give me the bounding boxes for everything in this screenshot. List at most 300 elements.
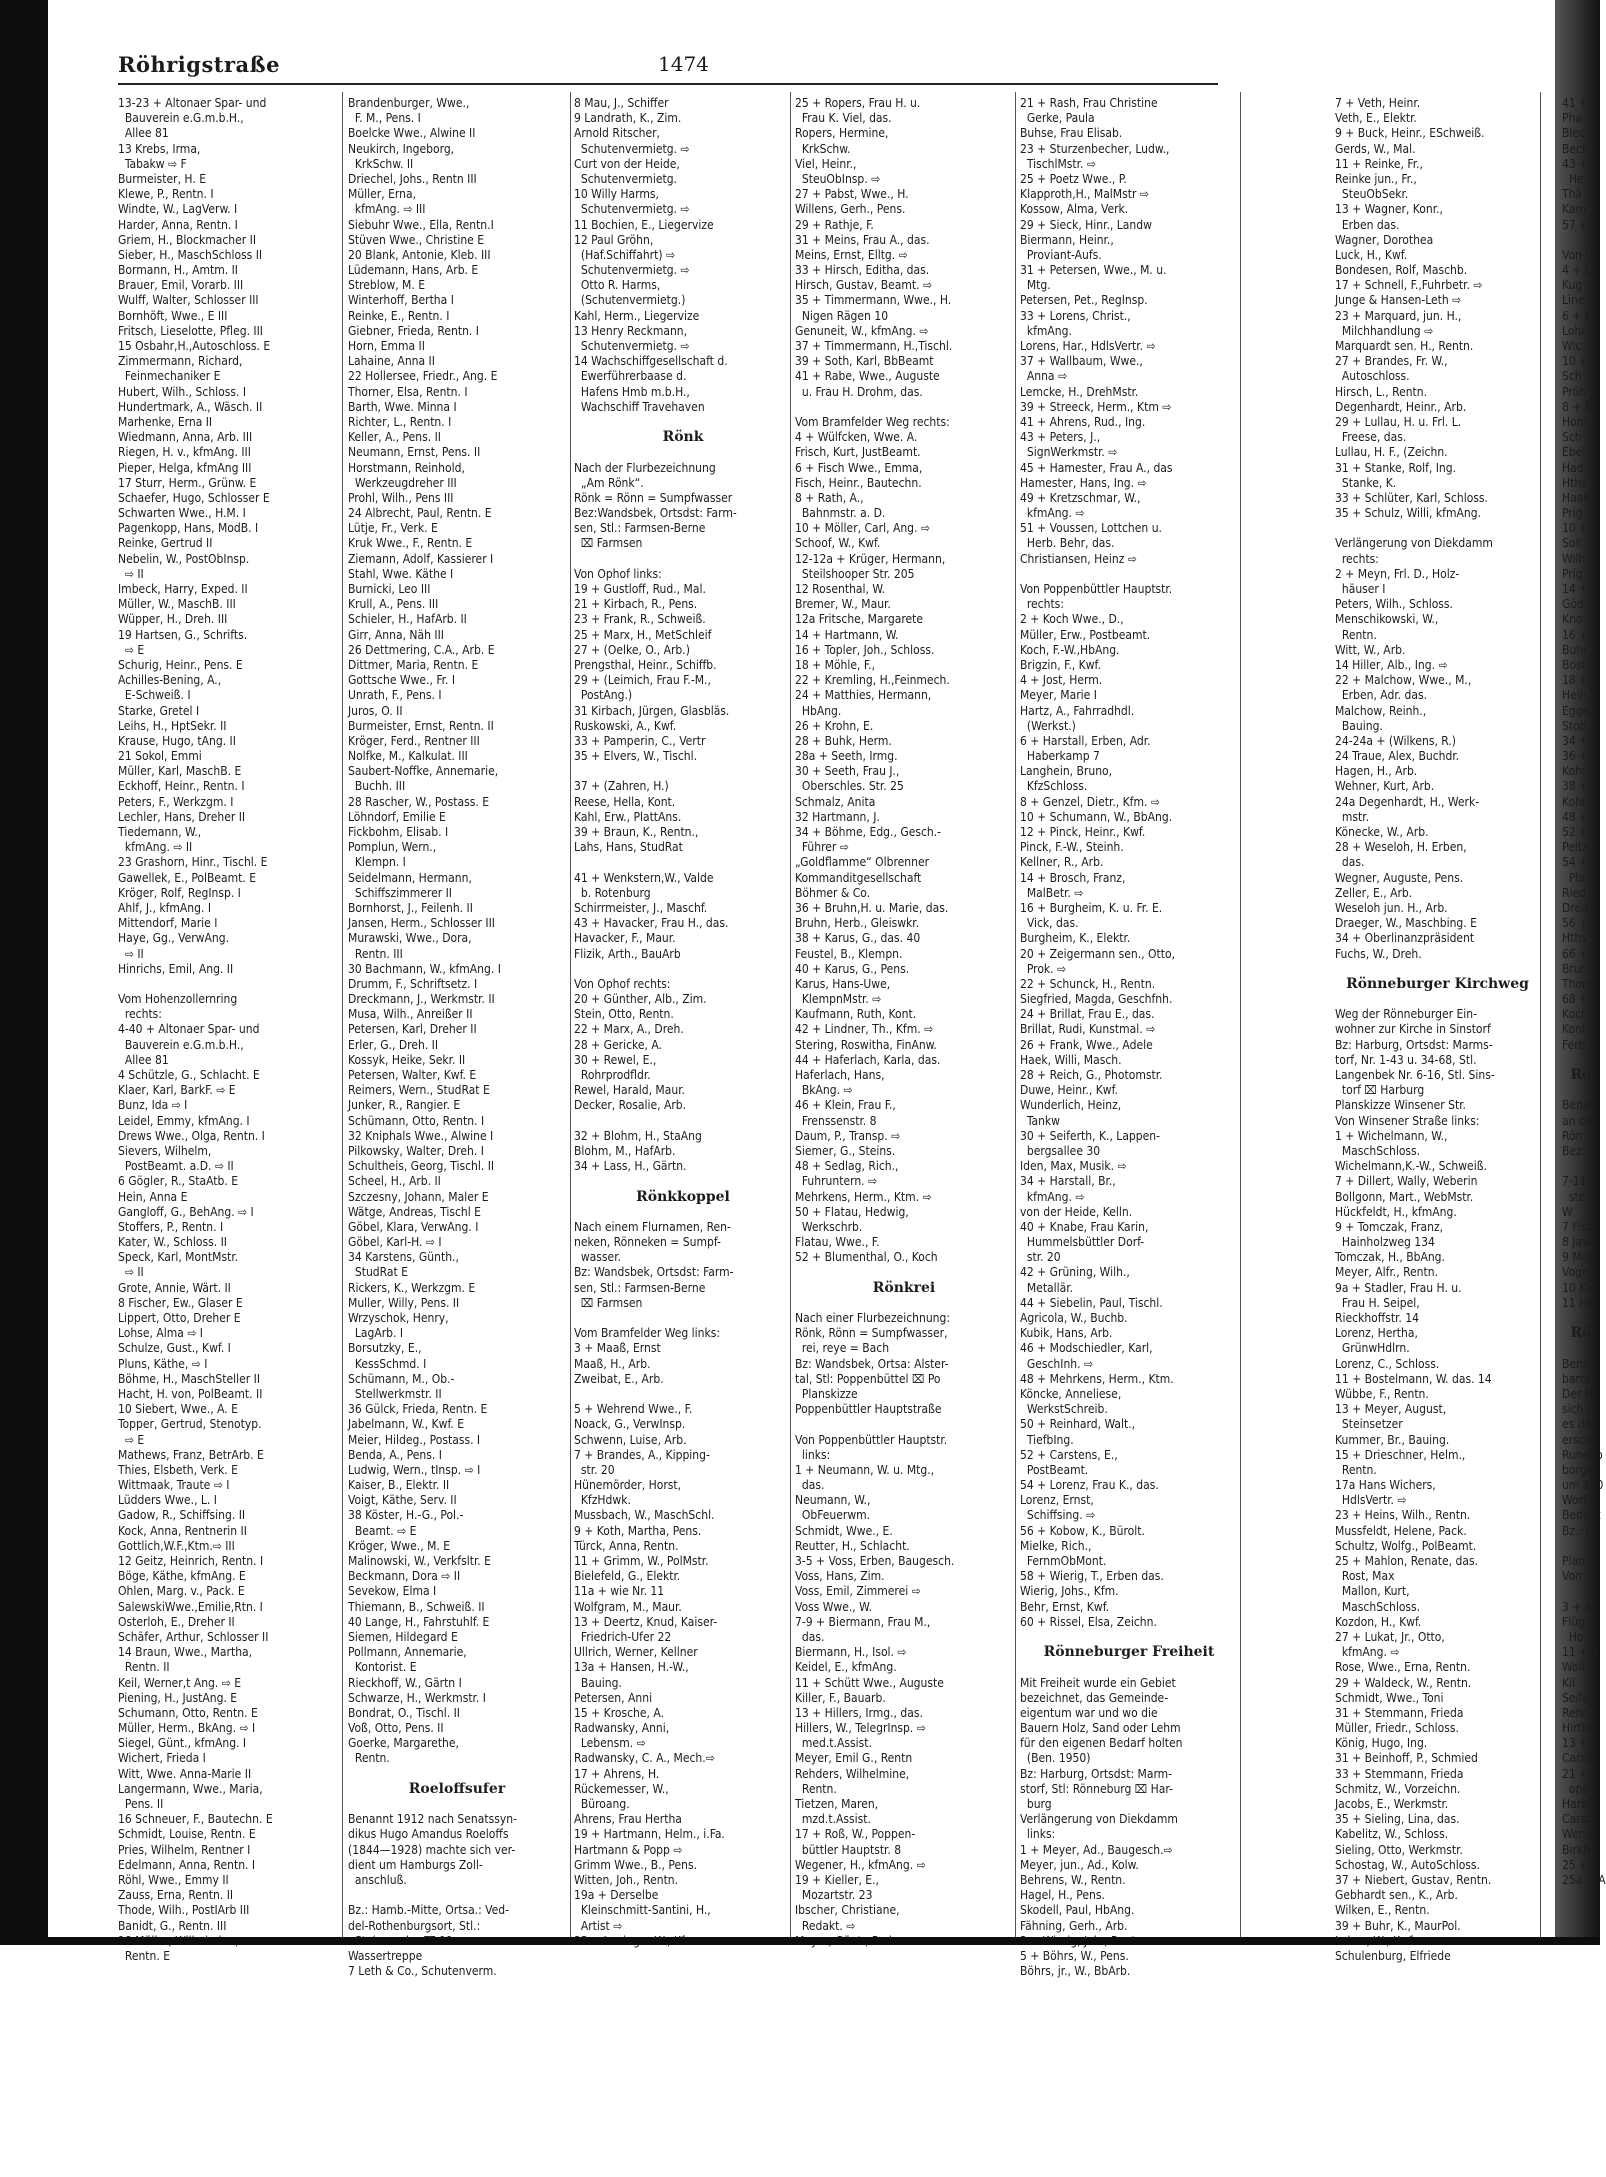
directory-line: 3 + A (1562, 1599, 1593, 1614)
directory-line: Flatau, Wwe., F. (795, 1235, 880, 1250)
directory-line: Drumm, F., Schriftsetz. I (348, 976, 478, 991)
directory-line: Pries, Wilhelm, Rentner I (118, 1842, 251, 1857)
directory-line: Verlängerung von Diekdamm (1020, 1812, 1178, 1827)
directory-line: Hubert, Wilh., Schloss. I (118, 384, 247, 399)
directory-line: Petersen, Anni (574, 1690, 653, 1705)
directory-line: Oberschles. Str. 25 (795, 779, 904, 794)
directory-line: (1844—1928) machte sich ver- (348, 1842, 516, 1857)
directory-line: 12 Paul Gröhn, (574, 232, 654, 247)
directory-line: Bez.: (1562, 1143, 1589, 1158)
directory-line: Riegen, H. v., kfmAng. III (118, 445, 251, 460)
directory-line: 28 + Gericke, A. (574, 1037, 662, 1052)
directory-line: Veth, E., Elektr. (1335, 111, 1417, 126)
column-6 (1335, 96, 1540, 1964)
directory-line: Bruhn, Herb., Gleiswkr. (795, 916, 920, 931)
directory-line: Neukirch, Ingeborg, (348, 141, 455, 156)
directory-line: kfmAng. ⇨ III (348, 202, 426, 217)
directory-line: 37 + Niebert, Gustav, Rentn. (1335, 1872, 1492, 1887)
directory-line: Bondrat, O., Tischl. II (348, 1705, 460, 1720)
directory-line: Tankw (1020, 1113, 1061, 1128)
directory-line: 32 Hartmann, J. (795, 809, 880, 824)
directory-line: 11 Ha (1562, 1295, 1594, 1310)
directory-line: Voß, Otto, Pens. II (348, 1721, 444, 1736)
directory-line: 6 + L (1562, 308, 1591, 323)
directory-line: Dred (1562, 900, 1588, 915)
directory-line: Goerke, Margarethe, (348, 1736, 459, 1751)
directory-line: Lullau, H. F., (Zeichn. (1335, 445, 1448, 460)
directory-line: Kohl (1562, 794, 1585, 809)
directory-line: Schäfer, Arthur, Schlosser II (118, 1629, 269, 1644)
directory-line: 48 + (1562, 809, 1589, 824)
directory-line: Von V (1562, 247, 1593, 262)
directory-line: von der Heide, Kelln. (1020, 1204, 1133, 1219)
directory-line: Witt, W., Arb. (1335, 642, 1406, 657)
directory-line: Allee 81 (118, 1052, 169, 1067)
directory-line: Jabelmann, W., Kwf. E (348, 1417, 465, 1432)
section-heading: Rö (1570, 1067, 1592, 1083)
directory-line: Feinmechaniker E (118, 369, 221, 384)
directory-line: 6 + Fisch Wwe., Emma, (795, 460, 923, 475)
directory-line: borgh, (1562, 1462, 1597, 1477)
directory-line: sen, Stl.: Farmsen-Berne (574, 521, 706, 536)
directory-line: Schmalz, Anita (795, 794, 876, 809)
directory-line: Bauverein e.G.m.b.H., (118, 111, 244, 126)
directory-line: Plan (1562, 1554, 1585, 1568)
directory-line: 2 + Meyn, Frl. D., Holz- (1335, 566, 1460, 581)
directory-line: Wassertreppe (348, 1948, 423, 1963)
directory-line: Fickbohm, Elisab. I (348, 825, 449, 839)
directory-line: Schurig, Heinr., Pens. E (118, 657, 243, 672)
directory-line: Weg der Rönneburger Ein- (1335, 1007, 1478, 1022)
directory-line: 22 + Marx, A., Dreh. (574, 1022, 684, 1037)
directory-line: 4-40 + Altonaer Spar- und (118, 1022, 260, 1037)
directory-line: Bahnmstr. a. D. (795, 506, 886, 521)
directory-line: 52 + Carstens, E., (1020, 1447, 1118, 1462)
directory-line (348, 1797, 566, 1812)
directory-line: Had (1562, 460, 1584, 475)
directory-line: 10 + Schumann, W., BbAng. (1020, 809, 1173, 824)
directory-line: Herb. Behr, das. (1020, 536, 1115, 551)
directory-line: Voge (1562, 1265, 1589, 1280)
directory-line: Wübbe, F., Rentn. (1335, 1386, 1429, 1401)
directory-line: Wrzyschok, Henry, (348, 1311, 449, 1325)
directory-line: Brun (1562, 961, 1588, 976)
directory-line: Rückemesser, W., (574, 1781, 669, 1796)
directory-line: Muller, Willy, Pens. II (348, 1295, 460, 1310)
directory-line: 50 + Flatau, Hedwig, (795, 1204, 909, 1219)
directory-line: Bauing. (574, 1675, 622, 1690)
directory-line: Peltz (1562, 840, 1588, 855)
directory-line: Röhl, Wwe., Emmy II (118, 1872, 229, 1887)
directory-line: Pieper, Helga, kfmAng III (118, 460, 252, 475)
directory-line: 17 + Ahrens, H. (574, 1766, 660, 1781)
directory-line: Lorenz, Hertha, (1335, 1326, 1418, 1341)
directory-line: 2 + Koch Wwe., D., (1020, 612, 1124, 627)
directory-line: Dittmer, Maria, Rentn. E (348, 657, 479, 672)
directory-line: Stein, Otto, Rentn. (574, 1007, 674, 1022)
column-divider (1240, 92, 1241, 1937)
directory-line: 4 + Wülfcken, Wwe. A. (795, 430, 918, 445)
directory-line: Wegener, H., kfmAng. ⇨ (795, 1857, 926, 1872)
directory-line: Musa, Wilh., Anreißer II (348, 1007, 473, 1022)
directory-line: 32 + Blohm, H., StaAng (574, 1128, 702, 1143)
directory-line: 10 + (1562, 354, 1589, 369)
directory-line: Agricola, W., Buchb. (1020, 1311, 1128, 1325)
directory-line: Schutenvermietg. ⇨ (574, 202, 690, 217)
directory-line: Benda, A., Pens. I (348, 1447, 442, 1462)
directory-line: 10 Siebert, Wwe., A. E (118, 1402, 238, 1417)
directory-line: Wegner, Auguste, Pens. (1335, 870, 1464, 885)
directory-line: Lüdemann, Hans, Arb. E (348, 263, 479, 278)
section-heading: Rönkkoppel (636, 1188, 730, 1205)
directory-line: Karus, Hans-Uwe, (795, 976, 891, 991)
directory-line: Siebuhr Wwe., Ella, Rentn.I (348, 217, 494, 232)
directory-line: Hummelsbüttler Dorf- (1020, 1235, 1145, 1250)
directory-line: 28 + Reich, G., Photomstr. (1020, 1068, 1163, 1082)
directory-line: Göbel, Klara, VerwAng. I (348, 1219, 479, 1234)
directory-line: 30 + Seeth, Frau J., (795, 764, 900, 779)
directory-line: Prengsthal, Heinr., Schiffb. (574, 657, 717, 672)
directory-line (574, 764, 792, 779)
directory-line: Feustel, B., Klempn. (795, 946, 903, 961)
directory-line: links: (1020, 1827, 1056, 1842)
directory-line: Rickers, K., Werkzgm. E (348, 1280, 476, 1295)
directory-line: 66 + (1562, 946, 1589, 961)
directory-line: u. Frau H. Drohm, das. (795, 384, 923, 399)
directory-line: 39 + Soth, Karl, BbBeamt (795, 354, 934, 369)
directory-line: Schutenvermietg. ⇨ (574, 141, 690, 156)
directory-line: 26 + Frank, Wwe., Adele (1020, 1037, 1153, 1052)
directory-line: anschluß. (348, 1872, 407, 1887)
directory-line (1562, 1341, 1600, 1356)
directory-line: Steinsetzer (1335, 1417, 1403, 1432)
directory-line: 11 + S (1562, 1645, 1599, 1660)
directory-line: Bremer, W., Maur. (795, 597, 891, 612)
directory-line: Schmidt, Wwe., Toni (1335, 1690, 1444, 1705)
directory-line: Schmidt, Louise, Rentn. E (118, 1827, 256, 1842)
directory-line: 45 + Hamester, Frau A., das (1020, 460, 1173, 475)
directory-line: Hinrichs, Emil, Ang. II (118, 961, 234, 976)
directory-line: torf ⌧ Harburg (1335, 1083, 1425, 1098)
directory-line: Lütje, Fr., Verk. E (348, 521, 438, 536)
directory-line: Frau K. Viel, das. (795, 111, 892, 126)
directory-line: Runebo (1562, 1447, 1603, 1462)
directory-line: Bauverein e.G.m.b.H., (118, 1037, 244, 1052)
directory-line: Gerds, W., Mal. (1335, 141, 1416, 156)
directory-line: Ferb (1562, 1037, 1586, 1052)
directory-line: 12 Geitz, Heinrich, Rentn. I (118, 1554, 264, 1568)
directory-line: 23 + Heins, Wilh., Rentn. (1335, 1508, 1471, 1523)
directory-line: Peters, Wilh., Schloss. (1335, 597, 1453, 612)
directory-line: Klaer, Karl, BarkF. ⇨ E (118, 1083, 236, 1098)
directory-line: ⌧ Farmsen (574, 536, 643, 551)
directory-line: Pollmann, Annemarie, (348, 1645, 467, 1660)
directory-line: Behr, Ernst, Kwf. (1020, 1599, 1110, 1614)
directory-line: Dreckmann, J., Werkmstr. II (348, 992, 495, 1007)
column-3 (574, 96, 792, 1949)
directory-line: 25 + F (1562, 1857, 1598, 1872)
directory-line: Rönk, Rönn = Sumpfwasser, (795, 1326, 948, 1341)
directory-line: Line (1562, 293, 1585, 308)
directory-line: 7 Fisc (1562, 1219, 1593, 1234)
directory-line: 21 + Kirbach, R., Pens. (574, 597, 698, 612)
directory-line: 6 + Harstall, Erben, Adr. (1020, 733, 1151, 748)
directory-line: Bz: Wandsbek, Ortsdst: Farm- (574, 1265, 734, 1280)
directory-line: Bedeut (1562, 1508, 1601, 1523)
directory-line: Thies, Elsbeth, Verk. E (118, 1462, 238, 1477)
directory-line: 8 Fischer, Ew., Glaser E (118, 1295, 243, 1310)
directory-line: Rentn. (795, 1781, 837, 1796)
directory-line: Brigzin, F., Kwf. (1020, 657, 1101, 672)
directory-line (574, 1174, 792, 1189)
directory-line: Thä (1562, 187, 1583, 202)
directory-line: Hückfeldt, H., kfmAng. (1335, 1204, 1457, 1219)
directory-line: Solt (1562, 536, 1583, 551)
directory-line: Noack, G., VerwInsp. (574, 1417, 686, 1432)
directory-line: 9 Landrath, K., Zim. (574, 111, 682, 126)
directory-line: ⇨ II (118, 946, 144, 961)
directory-line: Horn, Emma II (348, 339, 425, 353)
directory-line: opp (1562, 1781, 1590, 1796)
directory-line: Willens, Gerh., Pens. (795, 202, 906, 217)
directory-line: 14 Hiller, Alb., Ing. ⇨ (1335, 657, 1448, 672)
directory-line: 24 Traue, Alex, Buchdr. (1335, 749, 1460, 764)
directory-line: Hartmann & Popp ⇨ (574, 1842, 683, 1857)
directory-line: 24a Degenhardt, H., Werk- (1335, 794, 1480, 809)
directory-line: 37 + Timmermann, H.,Tischl. (795, 339, 953, 353)
directory-line: (Haf.Schiffahrt) ⇨ (574, 247, 676, 262)
directory-line: Stüven Wwe., Christine E (348, 232, 485, 247)
directory-line: 9 Mey (1562, 1250, 1595, 1265)
directory-line: Reutter, H., Schlacht. (795, 1538, 910, 1553)
directory-line: Malchow, Reinh., (1335, 703, 1427, 718)
directory-line: sich i (1562, 1402, 1590, 1417)
directory-line: Meyer, Marie I (1020, 688, 1097, 703)
directory-line: Bauern Holz, Sand oder Lehm (1020, 1721, 1181, 1736)
directory-line: Gadow, R., Schiffsing. II (118, 1508, 246, 1523)
directory-line: Drews Wwe., Olga, Rentn. I (118, 1128, 265, 1143)
directory-line: Kruk Wwe., F., Rentn. E (348, 536, 473, 551)
directory-line: Imbeck, Harry, Exped. II (118, 582, 248, 596)
directory-line: Stob (1562, 718, 1587, 733)
directory-line: Voss, Hans, Zim. (795, 1569, 885, 1584)
directory-line: 38 + (1562, 779, 1589, 794)
directory-line (574, 415, 792, 430)
directory-line: Burnicki, Leo III (348, 582, 431, 596)
directory-line: Wehner, Kurt, Arb. (1335, 779, 1435, 794)
directory-line: Pha (1562, 111, 1582, 126)
directory-line: Kommanditgesellschaft (795, 870, 922, 885)
directory-line: 17 Sturr, Herm., Grünw. E (118, 475, 257, 490)
directory-line: mzd.t.Assist. (795, 1812, 871, 1827)
directory-line: dient um Hamburgs Zoll- (348, 1857, 483, 1872)
directory-line: Rön (1562, 1128, 1583, 1143)
directory-line: bezeichnet, das Gemeinde- (1020, 1690, 1169, 1705)
directory-line: Der N (1562, 1386, 1593, 1401)
directory-line: HbAng. (795, 703, 842, 718)
directory-line: del-Rothenburgsort, Stl.: (348, 1918, 481, 1933)
directory-line: Luck, H., Kwf. (1335, 247, 1408, 262)
directory-line: Stanke, K. (1335, 475, 1397, 490)
directory-line (574, 855, 792, 870)
directory-line: Schümann, Otto, Rentn. I (348, 1113, 485, 1128)
directory-line: Schultz, Wolfg., PolBeamt. (1335, 1538, 1477, 1553)
directory-line: Schwarten Wwe., H.M. I (118, 506, 246, 521)
directory-line: Richter, L., Rentn. I (348, 414, 452, 429)
directory-line: Buchh. III (348, 779, 406, 794)
directory-line: 50 + Reinhard, Walt., (1020, 1417, 1136, 1432)
directory-line: Juros, O. II (348, 703, 403, 718)
scan-left-edge (0, 0, 48, 1945)
directory-line: Lahs, Hans, StudRat (574, 840, 683, 855)
directory-line: barte (1562, 1371, 1591, 1386)
directory-line: 1 + Wichelmann, W., (1335, 1128, 1448, 1143)
directory-line: ⇨ II (118, 566, 144, 581)
directory-line (574, 1205, 792, 1220)
directory-line: Türck, Anna, Rentn. (574, 1538, 679, 1553)
directory-line: Prok. ⇨ (1020, 961, 1067, 976)
directory-line: Giebner, Frieda, Rentn. I (348, 323, 479, 338)
directory-line: Rieckhoff, W., Gärtn I (348, 1675, 462, 1690)
directory-line: Wort (1562, 1493, 1588, 1508)
directory-line: 19 + Hartmann, Helm., i.Fa. (574, 1827, 725, 1842)
directory-line: 8 Jaw (1562, 1235, 1591, 1250)
directory-line: storf, Stl: Rönneburg ⌧ Har- (1020, 1781, 1173, 1796)
directory-line: Prig (1562, 566, 1583, 581)
directory-line: 16 + Burgheim, K. u. Fr. E. (1020, 900, 1163, 915)
directory-line: Tietzen, Maren, (795, 1797, 879, 1811)
directory-line: Wierig, Johs., Kfm. (1020, 1584, 1119, 1599)
directory-line (574, 962, 792, 977)
directory-line: SteuObSekr. (1335, 187, 1409, 202)
directory-line: Benannt 1912 nach Senatssyn- (348, 1812, 517, 1827)
directory-line: 54 + (1562, 855, 1589, 870)
directory-line: 33 + Hirsch, Editha, das. (795, 263, 930, 278)
directory-line: Sch (1562, 430, 1582, 445)
directory-line: Leidel, Emmy, kfmAng. I (118, 1113, 250, 1128)
directory-line: 13 Krebs, Irma, (118, 141, 201, 156)
directory-line: 27 + (Oelke, O., Arb.) (574, 642, 690, 657)
directory-line: Wüpper, H., Dreh. III (118, 612, 228, 627)
directory-line: 18 + Möhle, F., (795, 657, 876, 672)
directory-line: Müller, Erw., Postbeamt. (1020, 627, 1151, 642)
directory-line: Bauing. (1335, 718, 1383, 733)
directory-line: Fuchs, W., Dreh. (1335, 946, 1422, 961)
directory-line: Meyer, Alfr., Rentn. (1335, 1265, 1439, 1280)
directory-line: 34 + Oberlinanzpräsident (1335, 931, 1475, 946)
directory-line: Mallon, Kurt, (1335, 1584, 1410, 1599)
directory-line: Kossyk, Heike, Sekr. II (348, 1052, 466, 1067)
directory-line: 41 + Ahrens, Rud., Ing. (1020, 414, 1146, 429)
directory-line: Burmeister, H. E (118, 171, 207, 186)
directory-line: Friedrich-Ufer 22 (574, 1629, 672, 1644)
directory-line: Marhenke, Erna II (118, 414, 213, 429)
directory-line: Schultheis, Georg, Tischl. II (348, 1159, 495, 1174)
directory-line: 13 + Hillers, Irmg., das. (795, 1705, 923, 1720)
directory-line: 11 + Grimm, W., PolMstr. (574, 1554, 709, 1568)
directory-line: 35 + Timmermann, Wwe., H. (795, 293, 952, 308)
directory-line: 32 Kniphals Wwe., Alwine I (348, 1128, 494, 1143)
directory-line: ObFeuerwm. (795, 1508, 871, 1523)
directory-line: 39 + Streeck, Herm., Ktm ⇨ (1020, 399, 1172, 414)
directory-line: 16 + Topler, Joh., Schloss. (795, 642, 935, 657)
directory-line (574, 445, 792, 460)
directory-line: Schostag, W., AutoSchloss. (1335, 1857, 1480, 1872)
directory-line: 40 + Knabe, Frau Karin, (1020, 1219, 1149, 1234)
directory-line: 14 + Brosch, Franz, (1020, 870, 1126, 885)
directory-line: 39 + Buhr, K., MaurPol. (1335, 1918, 1461, 1933)
directory-line: Neumann, Ernst, Pens. II (348, 445, 481, 460)
directory-line: 25a + A (1562, 1872, 1606, 1887)
directory-line: Hein, Anna E (118, 1189, 188, 1204)
directory-line: Lorens, Har., HdlsVertr. ⇨ (1020, 339, 1156, 353)
directory-line: Nigen Rägen 10 (795, 308, 889, 323)
directory-line: Frenssenstr. 8 (795, 1113, 877, 1128)
directory-line: 25 + Mahlon, Renate, das. (1335, 1554, 1479, 1568)
directory-line: Reinke, E., Rentn. I (348, 308, 450, 323)
directory-line: Schaefer, Hugo, Schlosser E (118, 490, 270, 505)
directory-line: Freese, das. (1335, 430, 1407, 445)
directory-line: 11a + wie Nr. 11 (574, 1584, 665, 1599)
directory-line: kfmAng. ⇨ (1020, 506, 1085, 521)
header-rule (118, 83, 1218, 85)
directory-line: Brandenburger, Wwe., (348, 96, 470, 110)
directory-line: 39 + Braun, K., Rentn., (574, 825, 699, 839)
directory-line: 30 Bachmann, W., kfmAng. I (348, 961, 501, 976)
directory-line: Fritsch, Lieselotte, Pfleg. III (118, 323, 263, 338)
directory-line: ersche (1562, 1432, 1599, 1447)
directory-line: Murawski, Wwe., Dora, (348, 931, 472, 946)
directory-line: Koch, F.-W.,HbAng. (1020, 642, 1120, 657)
directory-line: Borsutzky, E., (348, 1341, 422, 1356)
directory-line: Benan (1562, 1098, 1597, 1113)
directory-line: 13 Henry Reckmann, (574, 323, 688, 338)
directory-line: TiefbIng. (1020, 1432, 1074, 1447)
directory-line: Von Ophof links: (574, 566, 662, 581)
directory-line: tal, Stl: Poppenbüttel ⌧ Po (795, 1371, 941, 1386)
directory-line: Schwarze, H., Werkmstr. I (348, 1690, 486, 1705)
directory-line: Bz: Harburg, Ortsdst: Marms- (1335, 1037, 1493, 1052)
directory-line: Kont (1562, 1022, 1587, 1037)
directory-line: 38 Köster, H.-G., Pol.- (348, 1508, 464, 1523)
directory-line: Gerke, Paula (1020, 111, 1095, 126)
directory-line: 68 + E (1562, 992, 1599, 1007)
section-heading: Rönneburger Kirchweg (1346, 975, 1529, 992)
directory-line: 35 + Sieling, Lina, das. (1335, 1812, 1460, 1827)
directory-line: Gangloff, G., BehAng. ⇨ I (118, 1204, 254, 1219)
directory-line: an de (1562, 1113, 1593, 1128)
directory-line: Reimers, Wern., StudRat E (348, 1083, 490, 1098)
directory-line: 11 + Bostelmann, W. das. 14 (1335, 1371, 1492, 1386)
directory-line: Schoof, W., Kwf. (795, 536, 881, 551)
directory-line: 24 + Matthies, Hermann, (795, 688, 932, 703)
directory-line: Müller, Herm., BkAng. ⇨ I (118, 1721, 256, 1736)
directory-line: Schwenn, Luise, Arb. (574, 1432, 687, 1447)
directory-line: Killer, F., Bauarb. (795, 1690, 886, 1705)
directory-line: Reinke, Gertrud II (118, 536, 213, 551)
directory-line: Rose, Wwe., Erna, Rentn. (1335, 1660, 1471, 1675)
directory-line: Böhmer & Co. (795, 885, 871, 900)
directory-line: Prig (1562, 506, 1583, 521)
directory-line: Achilles-Bening, A., (118, 673, 222, 688)
directory-line: 25 + Poetz Wwe., P. (1020, 171, 1127, 186)
directory-line: Bornhöft, Wwe., E III (118, 308, 228, 323)
directory-line: Von (1562, 1569, 1582, 1584)
directory-line: Von Ophof rechts: (574, 976, 671, 991)
directory-line: 14 + Hartmann, W. (795, 627, 899, 642)
directory-line: Schieler, H., HafArb. II (348, 612, 467, 627)
directory-line: Kummer, Br., Bauing. (1335, 1432, 1450, 1447)
